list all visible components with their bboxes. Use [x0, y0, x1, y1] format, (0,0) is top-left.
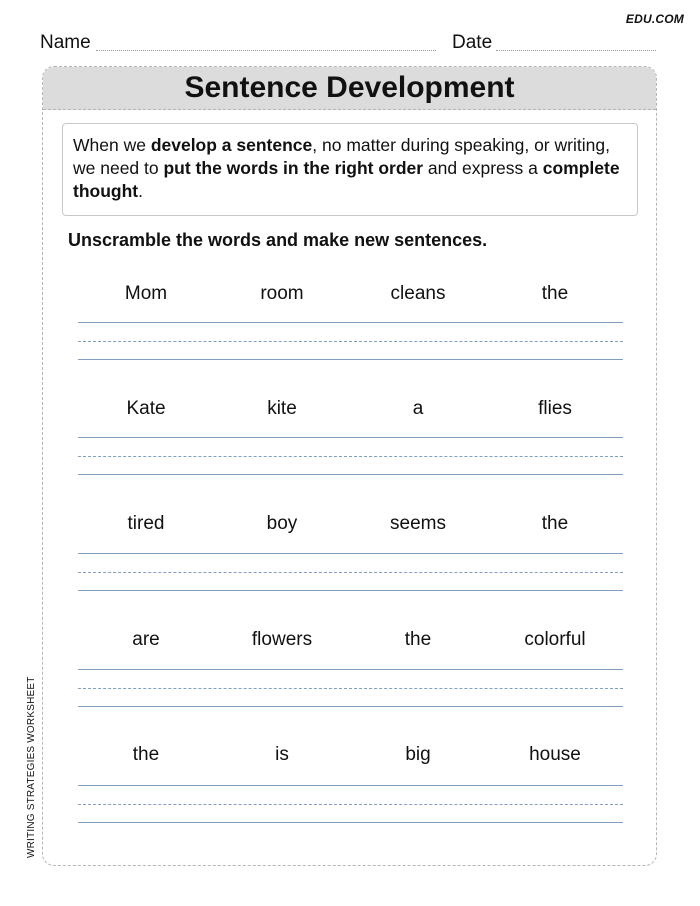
answer-base-line[interactable]: [78, 706, 623, 707]
word-row: [78, 398, 623, 424]
intro-bold-develop: develop a sentence: [150, 135, 313, 155]
date-field-line[interactable]: [496, 50, 656, 51]
answer-top-line[interactable]: [78, 669, 623, 670]
exercise-5: [78, 744, 623, 836]
answer-base-line[interactable]: [78, 359, 623, 360]
answer-base-line[interactable]: [78, 474, 623, 475]
brand-logo: EDU.COM: [625, 12, 684, 26]
exercise-2: [78, 398, 623, 490]
intro-text: .: [138, 181, 143, 201]
scrambled-word: big: [405, 744, 431, 765]
answer-top-line[interactable]: [78, 437, 623, 438]
scrambled-word: house: [529, 744, 581, 765]
scrambled-word: the: [541, 513, 569, 534]
word-row: [78, 283, 623, 309]
answer-base-line[interactable]: [78, 590, 623, 591]
word-row: [78, 513, 623, 539]
answer-top-line[interactable]: [78, 553, 623, 554]
scrambled-word: boy: [266, 513, 298, 534]
intro-bold-order: put the words in the right order: [163, 158, 424, 178]
scrambled-word: are: [132, 629, 160, 650]
scrambled-word: flies: [538, 398, 572, 419]
scrambled-word: seems: [390, 513, 446, 534]
scrambled-word: the: [541, 283, 569, 304]
scrambled-word: cleans: [390, 283, 446, 304]
instruction: Unscramble the words and make new sentences.: [68, 230, 488, 250]
answer-mid-line[interactable]: [78, 341, 623, 342]
intro-text: and express a: [423, 158, 543, 178]
intro-text: , no matter during speaking, or writing, we need to: [73, 135, 610, 178]
scrambled-word: the: [132, 744, 160, 765]
scrambled-word: Kate: [126, 398, 166, 419]
word-row: [78, 744, 623, 770]
page-title: Sentence Development: [184, 71, 515, 104]
scrambled-word: colorful: [524, 629, 586, 650]
answer-mid-line[interactable]: [78, 688, 623, 689]
scrambled-word: tired: [127, 513, 165, 534]
date-label: Date: [452, 32, 493, 53]
name-field-line[interactable]: [96, 50, 436, 51]
answer-mid-line[interactable]: [78, 456, 623, 457]
card-header: [43, 67, 656, 110]
scrambled-word: a: [412, 398, 424, 419]
worksheet-card: [42, 66, 657, 866]
exercise-1: [78, 283, 623, 375]
scrambled-word: the: [404, 629, 432, 650]
scrambled-word: flowers: [251, 629, 313, 650]
exercise-3: [78, 513, 623, 605]
answer-mid-line[interactable]: [78, 804, 623, 805]
scrambled-word: kite: [267, 398, 297, 419]
worksheet-category-label: WRITING STRATEGIES WORKSHEET: [26, 676, 37, 858]
scrambled-word: Mom: [124, 283, 168, 304]
scrambled-word: is: [275, 744, 289, 765]
exercise-4: [78, 629, 623, 721]
intro-text: When we: [73, 135, 151, 155]
intro-box: [62, 123, 638, 216]
scrambled-word: room: [260, 283, 304, 304]
answer-top-line[interactable]: [78, 322, 623, 323]
intro-bold-thought: complete thought: [73, 158, 620, 201]
answer-base-line[interactable]: [78, 822, 623, 823]
word-row: [78, 629, 623, 655]
name-label: Name: [40, 32, 91, 53]
answer-mid-line[interactable]: [78, 572, 623, 573]
answer-top-line[interactable]: [78, 785, 623, 786]
